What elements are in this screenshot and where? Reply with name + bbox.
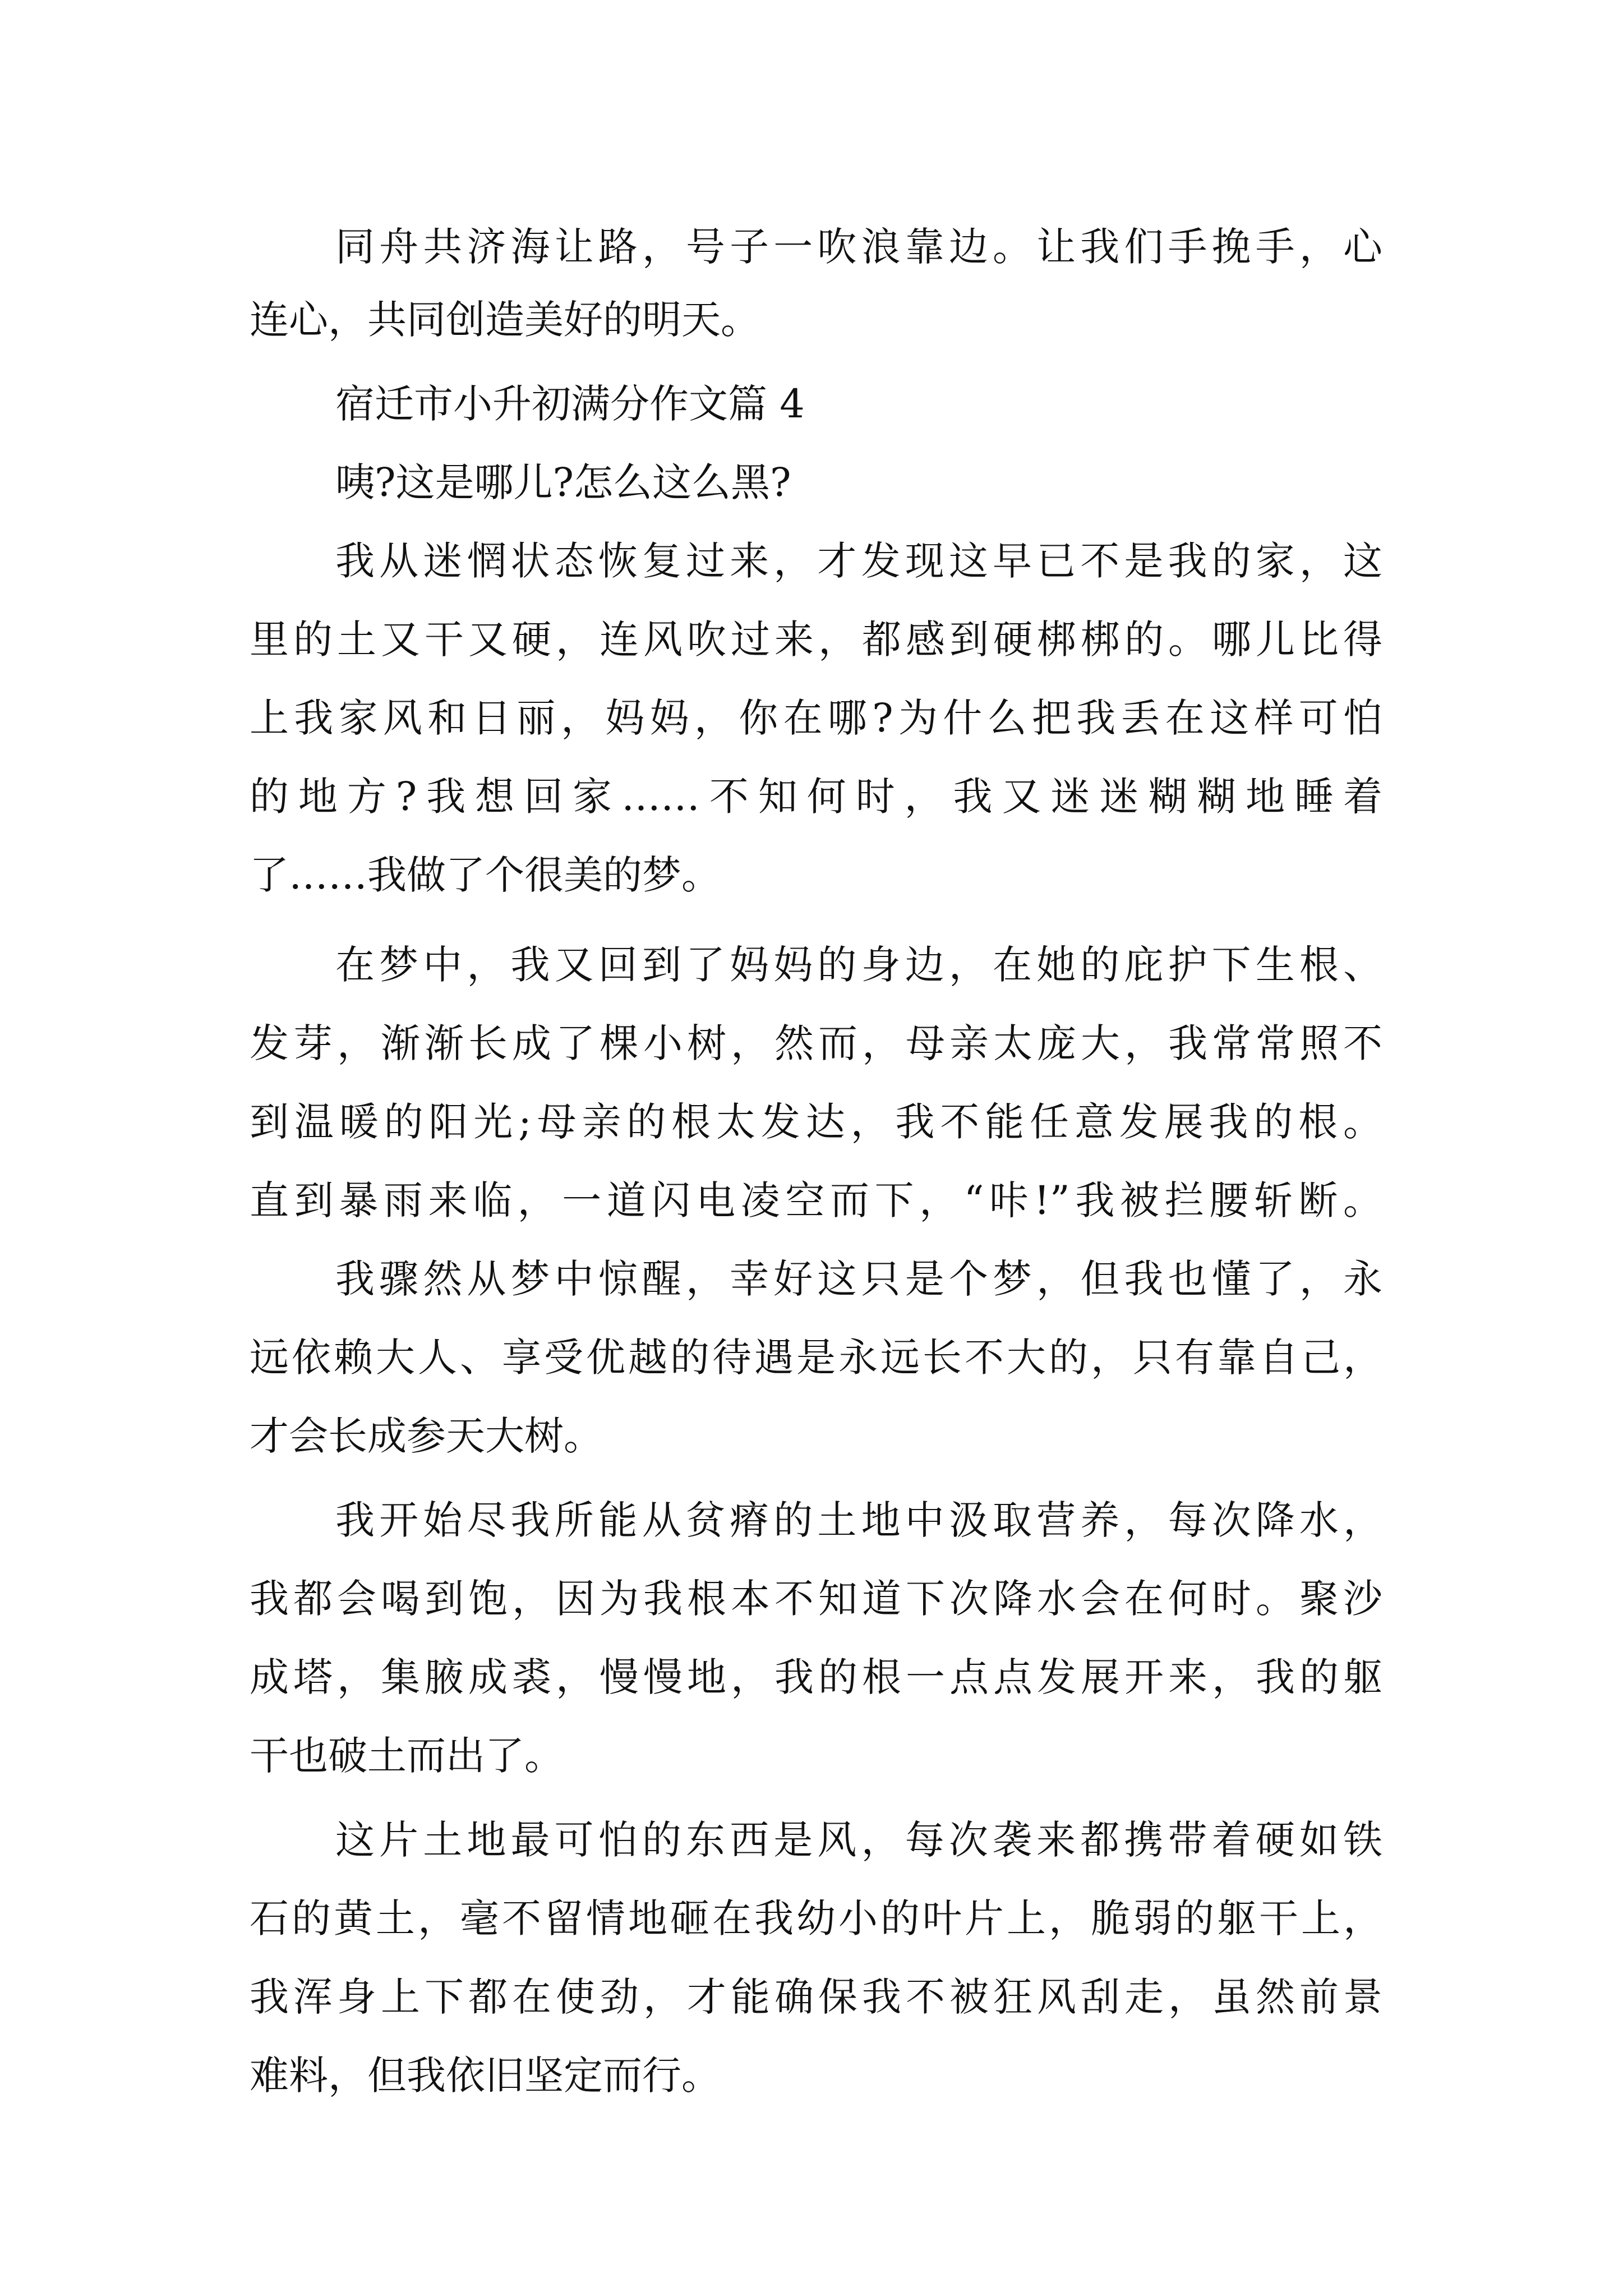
text-line: 才会长成参天大树。 <box>250 1413 603 1459</box>
text-line: 在梦中，我又回到了妈妈的身边，在她的庇护下生根、 <box>335 942 1382 988</box>
text-line: 我从迷惘状态恢复过来，才发现这早已不是我的家，这 <box>335 538 1382 584</box>
text-line: 远依赖大人、享受优越的待遇是永远长不大的，只有靠自己， <box>250 1335 1382 1381</box>
text-line: 连心，共同创造美好的明天。 <box>250 297 760 343</box>
text-line: 到温暖的阳光;母亲的根太发达，我不能任意发展我的根。 <box>250 1099 1382 1145</box>
text-line: 咦?这是哪儿?怎么这么黑? <box>335 459 791 505</box>
text-line: 了……我做了个很美的梦。 <box>250 852 721 898</box>
text-line: 发芽，渐渐长成了棵小树，然而，母亲太庞大，我常常照不 <box>250 1020 1382 1066</box>
text-line: 我都会喝到饱，因为我根本不知道下次降水会在何时。聚沙 <box>250 1576 1382 1622</box>
text-line: 我浑身上下都在使劲，才能确保我不被狂风刮走，虽然前景 <box>250 1974 1382 2020</box>
text-line: 我骤然从梦中惊醒，幸好这只是个梦，但我也懂了，永 <box>335 1256 1382 1302</box>
text-line: 同舟共济海让路，号子一吹浪靠边。让我们手挽手，心 <box>335 224 1382 270</box>
text-line: 成塔，集腋成裘，慢慢地，我的根一点点发展开来，我的躯 <box>250 1654 1382 1700</box>
text-line: 里的土又干又硬，连风吹过来，都感到硬梆梆的。哪儿比得 <box>250 616 1382 662</box>
text-line: 石的黄土，毫不留情地砸在我幼小的叶片上，脆弱的躯干上， <box>250 1895 1382 1941</box>
text-line: 的地方?我想回家……不知何时，我又迷迷糊糊地睡着 <box>250 774 1382 820</box>
text-line: 上我家风和日丽，妈妈，你在哪?为什么把我丢在这样可怕 <box>250 695 1382 741</box>
section-title: 宿迁市小升初满分作文篇 4 <box>335 381 805 427</box>
text-line: 这片土地最可怕的东西是风，每次袭来都携带着硬如铁 <box>335 1817 1382 1863</box>
text-line: 难料，但我依旧坚定而行。 <box>250 2053 721 2099</box>
text-line: 干也破土而出了。 <box>250 1733 564 1779</box>
text-line: 直到暴雨来临，一道闪电凌空而下，“咔!”我被拦腰斩断。 <box>250 1177 1382 1223</box>
text-line: 我开始尽我所能从贫瘠的土地中汲取营养，每次降水， <box>335 1497 1382 1543</box>
